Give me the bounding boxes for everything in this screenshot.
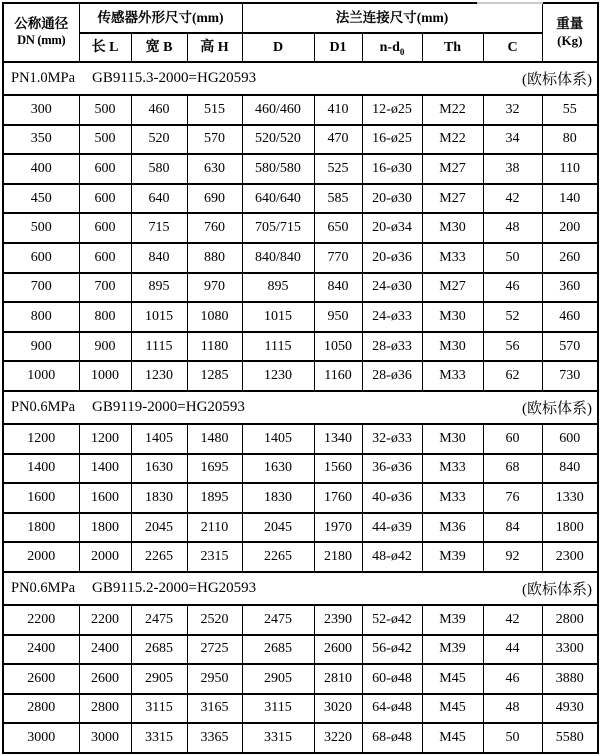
cell-weight: 260 (542, 243, 598, 273)
cell-length-l: 1200 (79, 424, 131, 454)
cell-d1: 410 (314, 95, 362, 125)
cell-th: M39 (422, 635, 483, 665)
cropped-text-artifact (477, 2, 543, 4)
cell-d: 580/580 (242, 154, 314, 184)
cell-height-h: 515 (187, 95, 242, 125)
cell-d: 1015 (242, 302, 314, 332)
cell-th: M45 (422, 694, 483, 724)
cell-dn: 2800 (3, 694, 79, 724)
cell-length-l: 700 (79, 273, 131, 303)
cell-d1: 2390 (314, 605, 362, 635)
cell-length-l: 2600 (79, 664, 131, 694)
header-weight (542, 3, 598, 62)
cell-c: 68 (483, 454, 542, 484)
cell-weight: 55 (542, 95, 598, 125)
cell-c: 38 (483, 154, 542, 184)
cell-weight: 840 (542, 454, 598, 484)
cell-th: M33 (422, 361, 483, 391)
table-row (3, 542, 598, 572)
cell-d: 2475 (242, 605, 314, 635)
cell-d: 1630 (242, 454, 314, 484)
cell-d: 840/840 (242, 243, 314, 273)
table-row (3, 664, 598, 694)
cell-th: M30 (422, 424, 483, 454)
cell-width-b: 520 (131, 125, 187, 155)
cell-weight: 570 (542, 332, 598, 362)
cell-width-b: 2045 (131, 513, 187, 543)
cell-d: 520/520 (242, 125, 314, 155)
cell-d1: 1970 (314, 513, 362, 543)
cell-c: 76 (483, 483, 542, 513)
cell-c: 56 (483, 332, 542, 362)
cell-dn: 350 (3, 125, 79, 155)
cell-c: 32 (483, 95, 542, 125)
cell-height-h: 2520 (187, 605, 242, 635)
cell-d: 1830 (242, 483, 314, 513)
cell-n-d0: 28-ø33 (362, 332, 422, 362)
cell-c: 62 (483, 361, 542, 391)
header-col-n-d0-sub: 0 (399, 46, 405, 57)
cell-d1: 585 (314, 184, 362, 214)
section-note: (欧标体系) (522, 72, 593, 88)
cell-height-h: 690 (187, 184, 242, 214)
cell-length-l: 2200 (79, 605, 131, 635)
cell-weight: 1330 (542, 483, 598, 513)
cell-c: 50 (483, 243, 542, 273)
cell-dn: 800 (3, 302, 79, 332)
table-row (3, 605, 598, 635)
cell-th: M39 (422, 605, 483, 635)
cell-c: 44 (483, 635, 542, 665)
cell-d: 1230 (242, 361, 314, 391)
cell-th: M33 (422, 454, 483, 484)
cell-dn: 2400 (3, 635, 79, 665)
cell-height-h: 2725 (187, 635, 242, 665)
header-col-height-h: 高 H (187, 33, 242, 62)
cell-width-b: 2685 (131, 635, 187, 665)
cell-d: 3315 (242, 723, 314, 753)
cell-height-h: 880 (187, 243, 242, 273)
cell-d1: 950 (314, 302, 362, 332)
section-note: (欧标体系) (522, 400, 593, 417)
cell-width-b: 2905 (131, 664, 187, 694)
cell-d1: 2600 (314, 635, 362, 665)
cell-c: 50 (483, 723, 542, 753)
cell-d: 2905 (242, 664, 314, 694)
cell-height-h: 1480 (187, 424, 242, 454)
cell-height-h: 1695 (187, 454, 242, 484)
cell-length-l: 500 (79, 125, 131, 155)
cell-th: M33 (422, 483, 483, 513)
table-row (3, 513, 598, 543)
cell-width-b: 640 (131, 184, 187, 214)
cell-th: M39 (422, 542, 483, 572)
cell-height-h: 1180 (187, 332, 242, 362)
cell-width-b: 3115 (131, 694, 187, 724)
cell-width-b: 2265 (131, 542, 187, 572)
cell-width-b: 1115 (131, 332, 187, 362)
cell-c: 42 (483, 605, 542, 635)
cell-d1: 3020 (314, 694, 362, 724)
cell-c: 46 (483, 273, 542, 303)
cell-n-d0: 44-ø39 (362, 513, 422, 543)
cell-n-d0: 60-ø48 (362, 664, 422, 694)
cell-length-l: 1400 (79, 454, 131, 484)
cell-n-d0: 56-ø42 (362, 635, 422, 665)
cell-width-b: 2475 (131, 605, 187, 635)
section-pressure-rating: PN0.6MPa (11, 398, 76, 415)
cell-d: 2265 (242, 542, 314, 572)
cell-d: 2685 (242, 635, 314, 665)
header-col-n-d0 (362, 33, 422, 62)
cell-d: 895 (242, 273, 314, 303)
section-pressure-rating: PN0.6MPa (11, 579, 76, 596)
cell-n-d0: 24-ø30 (362, 273, 422, 303)
cell-weight: 360 (542, 273, 598, 303)
section-header-cell (3, 62, 598, 95)
cell-length-l: 2000 (79, 542, 131, 572)
cell-d: 1115 (242, 332, 314, 362)
cell-c: 92 (483, 542, 542, 572)
section-header-cell (3, 572, 598, 605)
cell-n-d0: 36-ø36 (362, 454, 422, 484)
cell-height-h: 630 (187, 154, 242, 184)
cell-height-h: 2110 (187, 513, 242, 543)
cell-weight: 2300 (542, 542, 598, 572)
cell-d: 1405 (242, 424, 314, 454)
cell-dn: 2200 (3, 605, 79, 635)
cell-dn: 900 (3, 332, 79, 362)
cell-height-h: 1285 (187, 361, 242, 391)
cell-c: 48 (483, 694, 542, 724)
cell-length-l: 1800 (79, 513, 131, 543)
section-pressure-rating: PN1.0MPa (11, 70, 76, 86)
table-row (3, 302, 598, 332)
cell-dn: 3000 (3, 723, 79, 753)
cell-weight: 4930 (542, 694, 598, 724)
cell-weight: 1800 (542, 513, 598, 543)
cell-n-d0: 16-ø25 (362, 125, 422, 155)
cell-height-h: 1895 (187, 483, 242, 513)
cell-d1: 840 (314, 273, 362, 303)
section-standard-code: GB9115.3-2000=HG20593 (92, 70, 257, 86)
cell-th: M22 (422, 125, 483, 155)
cell-weight: 600 (542, 424, 598, 454)
cell-th: M30 (422, 302, 483, 332)
table-row (3, 361, 598, 391)
cell-c: 46 (483, 664, 542, 694)
cell-dn: 600 (3, 243, 79, 273)
cell-n-d0: 64-ø48 (362, 694, 422, 724)
cell-length-l: 1000 (79, 361, 131, 391)
cell-n-d0: 20-ø30 (362, 184, 422, 214)
cell-d1: 470 (314, 125, 362, 155)
cell-dn: 1400 (3, 454, 79, 484)
cell-n-d0: 16-ø30 (362, 154, 422, 184)
cell-d1: 2180 (314, 542, 362, 572)
cell-dn: 1000 (3, 361, 79, 391)
header-col-d: D (242, 33, 314, 62)
cell-weight: 730 (542, 361, 598, 391)
cell-width-b: 1405 (131, 424, 187, 454)
cell-width-b: 460 (131, 95, 187, 125)
cell-th: M27 (422, 154, 483, 184)
cell-n-d0: 12-ø25 (362, 95, 422, 125)
table-row (3, 332, 598, 362)
section-header-row (3, 62, 598, 95)
cell-weight: 3880 (542, 664, 598, 694)
cell-n-d0: 20-ø34 (362, 213, 422, 243)
table-row (3, 273, 598, 303)
table-row (3, 154, 598, 184)
cell-d: 705/715 (242, 213, 314, 243)
cell-length-l: 600 (79, 213, 131, 243)
cell-dn: 1200 (3, 424, 79, 454)
cell-height-h: 3365 (187, 723, 242, 753)
cell-weight: 140 (542, 184, 598, 214)
section-note: (欧标体系) (522, 581, 593, 598)
section-standard-code: GB9119-2000=HG20593 (92, 398, 245, 415)
cell-weight: 110 (542, 154, 598, 184)
cell-length-l: 600 (79, 154, 131, 184)
cell-weight: 200 (542, 213, 598, 243)
cell-d: 3115 (242, 694, 314, 724)
dimension-spec-table (2, 2, 599, 754)
cell-n-d0: 40-ø36 (362, 483, 422, 513)
table-row (3, 723, 598, 753)
header-col-length-l: 长 L (79, 33, 131, 62)
table-row (3, 454, 598, 484)
cell-d1: 1560 (314, 454, 362, 484)
cell-length-l: 1600 (79, 483, 131, 513)
cell-length-l: 600 (79, 243, 131, 273)
cell-th: M45 (422, 723, 483, 753)
cell-th: M30 (422, 213, 483, 243)
cell-height-h: 760 (187, 213, 242, 243)
cell-dn: 300 (3, 95, 79, 125)
cell-height-h: 970 (187, 273, 242, 303)
cell-th: M22 (422, 95, 483, 125)
cell-th: M36 (422, 513, 483, 543)
table-row (3, 213, 598, 243)
cell-c: 60 (483, 424, 542, 454)
cell-th: M45 (422, 664, 483, 694)
cell-th: M27 (422, 184, 483, 214)
table-row (3, 95, 598, 125)
cell-dn: 2600 (3, 664, 79, 694)
cell-n-d0: 52-ø42 (362, 605, 422, 635)
cell-height-h: 3165 (187, 694, 242, 724)
header-weight-unit: (Kg) (557, 32, 583, 48)
cell-dn: 400 (3, 154, 79, 184)
cell-c: 42 (483, 184, 542, 214)
cell-c: 34 (483, 125, 542, 155)
cell-weight: 80 (542, 125, 598, 155)
cell-d1: 2810 (314, 664, 362, 694)
header-nominal-diameter-cn: 公称通径 (14, 16, 69, 32)
cell-dn: 1600 (3, 483, 79, 513)
cell-height-h: 570 (187, 125, 242, 155)
section-header-row (3, 572, 598, 605)
cell-d1: 1340 (314, 424, 362, 454)
cell-d: 640/640 (242, 184, 314, 214)
cell-width-b: 3315 (131, 723, 187, 753)
cell-weight: 3300 (542, 635, 598, 665)
header-col-width-b: 宽 B (131, 33, 187, 62)
cell-weight: 5580 (542, 723, 598, 753)
cell-th: M33 (422, 243, 483, 273)
cell-width-b: 1630 (131, 454, 187, 484)
section-header-cell (3, 391, 598, 424)
cell-length-l: 2400 (79, 635, 131, 665)
cell-d1: 770 (314, 243, 362, 273)
cell-weight: 460 (542, 302, 598, 332)
header-nominal-diameter (3, 3, 79, 62)
header-col-n-d0-base: n-d (379, 39, 400, 55)
cell-dn: 1800 (3, 513, 79, 543)
cell-c: 84 (483, 513, 542, 543)
cell-dn: 700 (3, 273, 79, 303)
cell-th: M30 (422, 332, 483, 362)
cell-d1: 525 (314, 154, 362, 184)
cell-weight: 2800 (542, 605, 598, 635)
cell-height-h: 1080 (187, 302, 242, 332)
section-header-row (3, 391, 598, 424)
cell-length-l: 600 (79, 184, 131, 214)
table-row (3, 635, 598, 665)
cell-width-b: 715 (131, 213, 187, 243)
cell-n-d0: 24-ø33 (362, 302, 422, 332)
cell-d1: 650 (314, 213, 362, 243)
cell-width-b: 1830 (131, 483, 187, 513)
cell-n-d0: 32-ø33 (362, 424, 422, 454)
header-sensor-dimensions-group: 传感器外形尺寸(mm) (79, 3, 242, 33)
table-row (3, 125, 598, 155)
table-row (3, 184, 598, 214)
header-nominal-diameter-unit: DN (mm) (17, 33, 66, 48)
table-header (3, 3, 598, 62)
cell-th: M27 (422, 273, 483, 303)
cell-d1: 1160 (314, 361, 362, 391)
header-col-c: C (483, 33, 542, 62)
header-col-d1: D1 (314, 33, 362, 62)
section-standard-code: GB9115.2-2000=HG20593 (92, 579, 257, 596)
cell-width-b: 580 (131, 154, 187, 184)
cell-length-l: 900 (79, 332, 131, 362)
cell-c: 52 (483, 302, 542, 332)
cell-width-b: 895 (131, 273, 187, 303)
header-flange-connection-group: 法兰连接尺寸(mm) (242, 3, 542, 33)
cell-n-d0: 48-ø42 (362, 542, 422, 572)
cell-d1: 3220 (314, 723, 362, 753)
cell-n-d0: 20-ø36 (362, 243, 422, 273)
cell-height-h: 2950 (187, 664, 242, 694)
cell-c: 48 (483, 213, 542, 243)
table-body (3, 62, 598, 753)
cell-dn: 2000 (3, 542, 79, 572)
table-row (3, 424, 598, 454)
cell-d1: 1050 (314, 332, 362, 362)
cell-d: 2045 (242, 513, 314, 543)
table-row (3, 243, 598, 273)
cell-length-l: 800 (79, 302, 131, 332)
cell-n-d0: 28-ø36 (362, 361, 422, 391)
table-row (3, 483, 598, 513)
cell-length-l: 500 (79, 95, 131, 125)
cell-dn: 500 (3, 213, 79, 243)
cell-height-h: 2315 (187, 542, 242, 572)
header-weight-cn: 重量 (556, 15, 584, 31)
cell-dn: 450 (3, 184, 79, 214)
cell-length-l: 3000 (79, 723, 131, 753)
cell-width-b: 1230 (131, 361, 187, 391)
cell-length-l: 2800 (79, 694, 131, 724)
cell-d: 460/460 (242, 95, 314, 125)
table-row (3, 694, 598, 724)
cell-width-b: 1015 (131, 302, 187, 332)
cell-d1: 1760 (314, 483, 362, 513)
header-col-th: Th (422, 33, 483, 62)
cell-width-b: 840 (131, 243, 187, 273)
cell-n-d0: 68-ø48 (362, 723, 422, 753)
